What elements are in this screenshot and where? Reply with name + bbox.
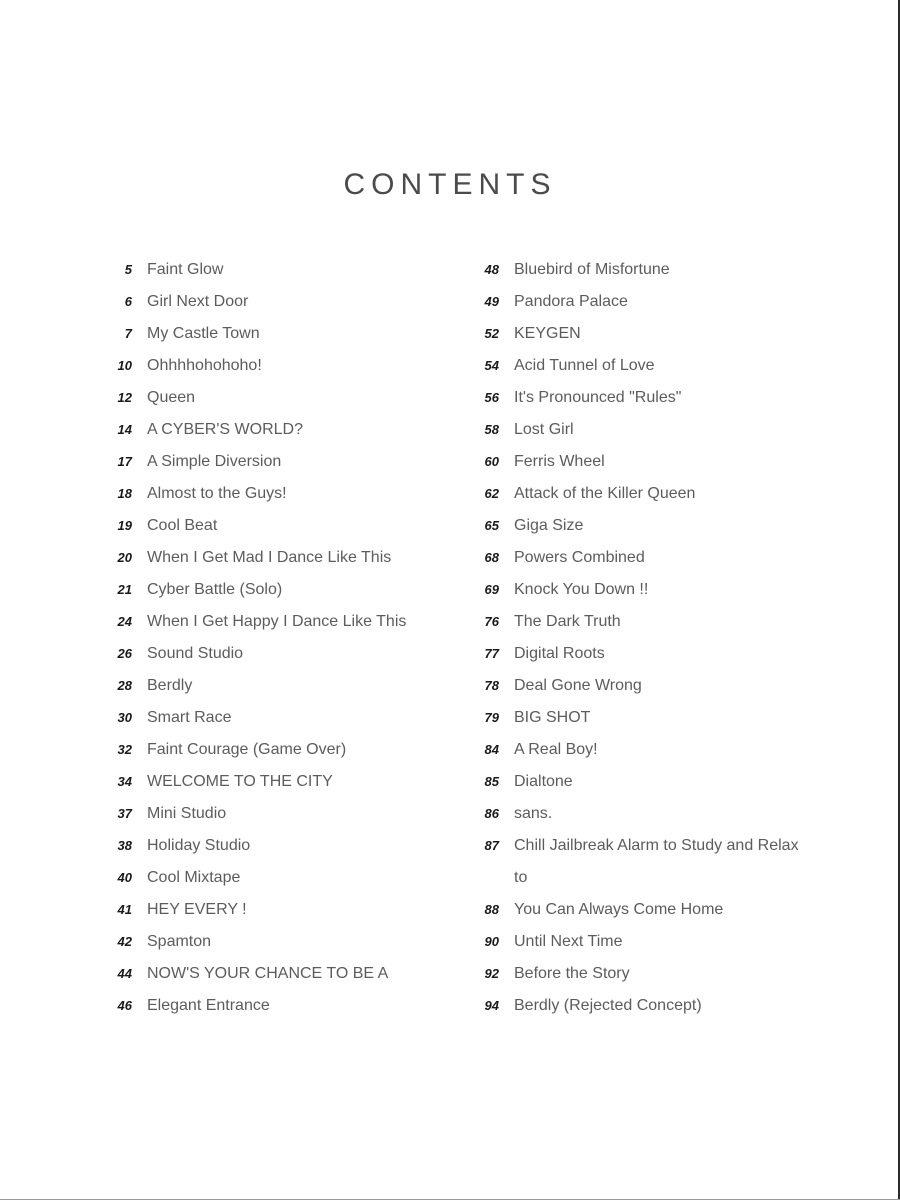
toc-song-title: KEYGEN xyxy=(514,325,581,342)
toc-song-title: Giga Size xyxy=(514,517,584,534)
toc-page-number: 94 xyxy=(484,998,499,1013)
toc-song-title: When I Get Mad I Dance Like This xyxy=(147,549,392,566)
toc-page-number: 19 xyxy=(117,518,132,533)
toc-song-title: Holiday Studio xyxy=(147,837,251,854)
toc-entry[interactable] xyxy=(475,510,805,542)
toc-song-title: Elegant Entrance xyxy=(147,997,270,1014)
toc-entry[interactable] xyxy=(475,446,805,478)
toc-page-number: 85 xyxy=(484,774,499,789)
toc-song-title: It's Pronounced "Rules" xyxy=(514,389,682,406)
toc-page-number: 88 xyxy=(484,902,499,917)
toc-entry[interactable] xyxy=(108,830,448,862)
toc-page-number: 69 xyxy=(484,582,499,597)
toc-song-title: Almost to the Guys! xyxy=(147,485,287,502)
toc-entry[interactable] xyxy=(475,670,805,702)
toc-song-title: The Dark Truth xyxy=(514,613,621,630)
toc-entry[interactable] xyxy=(475,990,805,1022)
toc-page-number: 46 xyxy=(117,998,132,1013)
toc-song-title: HEY EVERY ! xyxy=(147,901,247,918)
toc-song-title: Berdly (Rejected Concept) xyxy=(514,997,702,1014)
toc-song-title: Chill Jailbreak Alarm to Study and Relax to xyxy=(514,837,799,886)
toc-entry[interactable] xyxy=(475,894,805,926)
toc-song-title: Sound Studio xyxy=(147,645,244,662)
toc-song-title: sans. xyxy=(514,805,553,822)
page-title: CONTENTS xyxy=(343,168,557,202)
toc-entry[interactable] xyxy=(475,766,805,798)
toc-song-title: NOW'S YOUR CHANCE TO BE A xyxy=(147,965,389,982)
toc-page-number: 44 xyxy=(117,966,132,981)
toc-song-title: Bluebird of Misfortune xyxy=(514,261,670,278)
toc-entry[interactable] xyxy=(475,734,805,766)
toc-song-title: Faint Courage (Game Over) xyxy=(147,741,347,758)
toc-page-number: 21 xyxy=(117,582,132,597)
toc-entry[interactable] xyxy=(108,382,448,414)
toc-page-number: 52 xyxy=(484,326,499,341)
toc-right-column xyxy=(475,254,805,1022)
toc-entry[interactable] xyxy=(108,894,448,926)
toc-page-number: 38 xyxy=(117,838,132,853)
toc-song-title: Spamton xyxy=(147,933,212,950)
toc-song-title: Until Next Time xyxy=(514,933,623,950)
toc-entry[interactable] xyxy=(108,414,448,446)
toc-page-number: 17 xyxy=(117,454,132,469)
toc-entry[interactable] xyxy=(108,446,448,478)
toc-page-number: 18 xyxy=(117,486,132,501)
toc-entry[interactable] xyxy=(475,606,805,638)
toc-song-title: A Real Boy! xyxy=(514,741,598,758)
toc-page-number: 34 xyxy=(117,774,132,789)
toc-entry[interactable] xyxy=(108,286,448,318)
toc-page-number: 28 xyxy=(117,678,132,693)
toc-page-number: 30 xyxy=(117,710,132,725)
toc-page-number: 68 xyxy=(484,550,499,565)
toc-song-title: Faint Glow xyxy=(147,261,224,278)
toc-page-number: 5 xyxy=(124,262,132,277)
toc-page-number: 90 xyxy=(484,934,499,949)
toc-song-title: My Castle Town xyxy=(147,325,260,342)
toc-page-number: 92 xyxy=(484,966,499,981)
toc-page-number: 20 xyxy=(117,550,132,565)
toc-page-number: 12 xyxy=(117,390,132,405)
toc-entry[interactable] xyxy=(108,606,448,638)
toc-entry[interactable] xyxy=(108,958,448,990)
toc-entry[interactable] xyxy=(475,702,805,734)
toc-entry[interactable] xyxy=(108,638,448,670)
toc-entry[interactable] xyxy=(108,990,448,1022)
toc-entry[interactable] xyxy=(475,254,805,286)
toc-page-number: 48 xyxy=(484,262,499,277)
toc-song-title: Cool Beat xyxy=(147,517,218,534)
toc-page-number: 65 xyxy=(484,518,499,533)
toc-page-number: 54 xyxy=(484,358,499,373)
toc-entry[interactable] xyxy=(108,510,448,542)
toc-song-title: Pandora Palace xyxy=(514,293,628,310)
toc-song-title: You Can Always Come Home xyxy=(514,901,724,918)
toc-page-number: 32 xyxy=(117,742,132,757)
toc-entry[interactable] xyxy=(108,798,448,830)
toc-entry[interactable] xyxy=(108,734,448,766)
toc-page-number: 84 xyxy=(484,742,499,757)
toc-entry[interactable] xyxy=(475,830,805,894)
toc-entry[interactable] xyxy=(475,798,805,830)
toc-song-title: Lost Girl xyxy=(514,421,574,438)
toc-page-number: 37 xyxy=(117,806,132,821)
toc-song-title: Attack of the Killer Queen xyxy=(514,485,696,502)
toc-song-title: Before the Story xyxy=(514,965,630,982)
toc-song-title: A CYBER'S WORLD? xyxy=(147,421,303,438)
toc-left-column xyxy=(108,254,448,1022)
toc-entry[interactable] xyxy=(475,574,805,606)
toc-page-number: 87 xyxy=(484,838,499,853)
toc-page-number: 6 xyxy=(124,294,132,309)
toc-song-title: Knock You Down !! xyxy=(514,581,649,598)
toc-song-title: Smart Race xyxy=(147,709,232,726)
toc-entry[interactable] xyxy=(108,318,448,350)
toc-song-title: Dialtone xyxy=(514,773,573,790)
toc-page-number: 56 xyxy=(484,390,499,405)
toc-page-number: 76 xyxy=(484,614,499,629)
toc-song-title: WELCOME TO THE CITY xyxy=(147,773,333,790)
toc-entry[interactable] xyxy=(475,958,805,990)
toc-entry[interactable] xyxy=(108,670,448,702)
toc-song-title: Queen xyxy=(147,389,196,406)
toc-entry[interactable] xyxy=(475,478,805,510)
toc-song-title: Ferris Wheel xyxy=(514,453,605,470)
toc-entry[interactable] xyxy=(108,702,448,734)
toc-page-number: 86 xyxy=(484,806,499,821)
toc-entry[interactable] xyxy=(108,766,448,798)
toc-entry[interactable] xyxy=(108,574,448,606)
toc-song-title: When I Get Happy I Dance Like This xyxy=(147,613,407,630)
toc-song-title: Cyber Battle (Solo) xyxy=(147,581,283,598)
toc-entry[interactable] xyxy=(475,638,805,670)
toc-page-number: 26 xyxy=(117,646,132,661)
toc-page-number: 40 xyxy=(117,870,132,885)
toc-song-title: A Simple Diversion xyxy=(147,453,282,470)
toc-page-number: 62 xyxy=(484,486,499,501)
toc-entry[interactable] xyxy=(475,286,805,318)
toc-page-number: 24 xyxy=(117,614,132,629)
toc-page-number: 41 xyxy=(117,902,132,917)
toc-page-number: 7 xyxy=(124,326,132,341)
toc-page-number: 79 xyxy=(484,710,499,725)
toc-song-title: Mini Studio xyxy=(147,805,227,822)
toc-song-title: Deal Gone Wrong xyxy=(514,677,642,694)
toc-page-number: 10 xyxy=(117,358,132,373)
toc-entry[interactable] xyxy=(108,478,448,510)
toc-entry[interactable] xyxy=(475,414,805,446)
toc-entry[interactable] xyxy=(475,318,805,350)
toc-page-number: 77 xyxy=(484,646,499,661)
toc-entry[interactable] xyxy=(108,542,448,574)
toc-song-title: Digital Roots xyxy=(514,645,605,662)
toc-entry[interactable] xyxy=(475,542,805,574)
toc-page-number: 49 xyxy=(484,294,499,309)
toc-entry[interactable] xyxy=(108,350,448,382)
toc-entry[interactable] xyxy=(108,862,448,894)
toc-song-title: BIG SHOT xyxy=(514,709,591,726)
toc-entry[interactable] xyxy=(475,382,805,414)
toc-entry[interactable] xyxy=(475,926,805,958)
toc-page-number: 14 xyxy=(117,422,132,437)
toc-song-title: Ohhhhohohoho! xyxy=(147,357,262,374)
toc-song-title: Acid Tunnel of Love xyxy=(514,357,655,374)
toc-song-title: Girl Next Door xyxy=(147,293,249,310)
toc-entry[interactable] xyxy=(475,350,805,382)
toc-song-title: Berdly xyxy=(147,677,193,694)
toc-entry[interactable] xyxy=(108,254,448,286)
toc-page-number: 78 xyxy=(484,678,499,693)
toc-entry[interactable] xyxy=(108,926,448,958)
toc-song-title: Cool Mixtape xyxy=(147,869,241,886)
toc-page-number: 60 xyxy=(484,454,499,469)
toc-page-number: 42 xyxy=(117,934,132,949)
toc-song-title: Powers Combined xyxy=(514,549,645,566)
toc-page-number: 58 xyxy=(484,422,499,437)
